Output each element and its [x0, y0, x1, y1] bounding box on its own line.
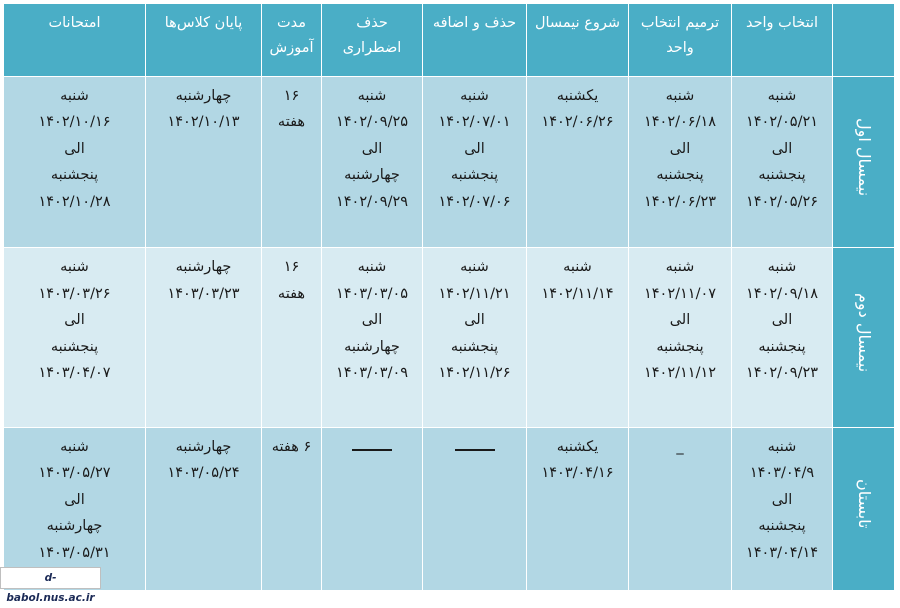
cell-text-line: ۱۴۰۳/۰۵/۲۷ — [38, 465, 111, 482]
cell-text-line: ۱۴۰۲/۰۹/۱۸ — [745, 285, 819, 302]
cell-text-line: شنبه — [60, 87, 89, 104]
header-corner — [833, 4, 895, 77]
cell-text-line: ۱۴۰۲/۱۱/۱۴ — [541, 285, 614, 302]
academic-calendar-table — [3, 3, 895, 591]
cell-text-line: ۱۴۰۳/۰۴/۹ — [749, 465, 815, 482]
header-teaching-duration: مدت آموزش — [262, 4, 322, 77]
cell-text-line: ۶ هفته — [271, 438, 312, 455]
cell-classes-end — [146, 76, 262, 247]
cell-text-line: چهارشنبه — [175, 259, 232, 276]
cell-text-line: شنبه — [767, 259, 797, 276]
cell-text-line: ۱۴۰۲/۰۹/۲۳ — [745, 365, 819, 382]
cell-text-line: هفته — [277, 285, 306, 302]
cell-text-line: چهارشنبه — [175, 87, 232, 104]
cell-text-line: پنجشنبه — [758, 167, 806, 184]
cell-semester-start — [527, 76, 629, 247]
cell-text-line: ۱۴۰۲/۰۶/۲۳ — [643, 193, 717, 210]
header-selection-repair: ترمیم انتخاب واحد — [629, 4, 732, 77]
cell-text-line: ۱۴۰۲/۰۹/۲۹ — [335, 193, 409, 210]
cell-text-line: ۱۴۰۳/۰۳/۰۹ — [335, 365, 409, 382]
cell-text-line: ۱۴۰۲/۱۰/۱۳ — [167, 114, 240, 131]
cell-text-line: الی — [361, 312, 383, 329]
cell-selection-repair — [629, 248, 732, 428]
cell-text-line: ۱۶ — [283, 259, 300, 276]
cell-text-line: الی — [771, 312, 793, 329]
cell-text-line: پنجشنبه — [450, 167, 499, 184]
cell-course-selection — [732, 76, 833, 247]
cell-emergency-drop — [322, 248, 423, 428]
cell-text-line: الی — [669, 312, 691, 329]
cell-text-line: ۱۴۰۲/۰۶/۲۶ — [541, 114, 614, 131]
cell-text-line: ۱۴۰۳/۰۳/۰۵ — [335, 285, 409, 302]
cell-text-line: چهارشنبه — [175, 438, 232, 455]
cell-text-line: چهارشنبه — [344, 167, 400, 184]
cell-text-line: ۱۴۰۲/۰۶/۱۸ — [643, 114, 717, 131]
cell-text-line: پنجشنبه — [50, 167, 99, 184]
cell-text-line: ۱۴۰۳/۰۵/۳۱ — [38, 544, 111, 561]
row-label-first-semester — [833, 76, 895, 247]
cell-text-line: الی — [64, 312, 85, 329]
table-row-summer — [4, 427, 895, 590]
cell-text-line: شنبه — [767, 87, 797, 104]
cell-text-line: ۱۴۰۲/۱۱/۲۶ — [438, 365, 511, 382]
header-emergency-drop: حذف اضطراری — [322, 4, 423, 77]
cell-text-line: ۱۶ — [283, 87, 300, 104]
cell-classes-end — [146, 248, 262, 428]
cell-exams — [4, 76, 146, 247]
cell-semester-start — [527, 248, 629, 428]
table-row-first-semester — [4, 76, 895, 247]
cell-text-line: ۱۴۰۳/۰۴/۰۷ — [38, 365, 111, 382]
cell-exams — [4, 248, 146, 428]
table-row-second-semester — [4, 248, 895, 428]
empty-dash — [455, 449, 495, 451]
cell-text-line: ۱۴۰۲/۱۱/۲۱ — [438, 285, 511, 302]
cell-text-line: پنجشنبه — [50, 338, 99, 355]
cell-teaching-duration — [262, 427, 322, 590]
cell-text-line: ۱۴۰۲/۱۰/۲۸ — [38, 193, 111, 210]
cell-exams — [4, 427, 146, 590]
cell-add-drop — [423, 427, 527, 590]
cell-emergency-drop — [322, 427, 423, 590]
cell-selection-repair — [629, 76, 732, 247]
cell-text-line: الی — [771, 140, 793, 157]
cell-text-line: ۱۴۰۳/۰۴/۱۴ — [745, 544, 819, 561]
empty-dash — [352, 449, 392, 451]
cell-text-line: پنجشنبه — [758, 338, 806, 355]
cell-text-line: شنبه — [460, 87, 489, 104]
cell-text-line: شنبه — [60, 259, 89, 276]
cell-text-line: پنجشنبه — [656, 338, 704, 355]
cell-text-line: شنبه — [357, 87, 387, 104]
cell-text-line: یکشنبه — [556, 87, 599, 104]
cell-text-line: ۱۴۰۲/۰۷/۰۶ — [438, 193, 511, 210]
cell-teaching-duration — [262, 76, 322, 247]
cell-semester-start — [527, 427, 629, 590]
cell-text-line: شنبه — [357, 259, 387, 276]
cell-text-line: پنجشنبه — [758, 518, 806, 535]
cell-text-line: ۱۴۰۳/۰۵/۲۴ — [167, 465, 240, 482]
row-label-text: نیمسال اول — [854, 117, 874, 197]
cell-text-line: ۱۴۰۳/۰۴/۱۶ — [541, 465, 614, 482]
cell-text-line: ۱۴۰۳/۰۳/۲۶ — [38, 285, 111, 302]
header-classes-end: پایان کلاس‌ها — [146, 4, 262, 77]
cell-text-line: ۱۴۰۲/۱۰/۱۶ — [38, 114, 111, 131]
header-add-drop: حذف و اضافه — [423, 4, 527, 77]
cell-classes-end — [146, 427, 262, 590]
cell-text-line: الی — [464, 140, 485, 157]
cell-text-line: الی — [64, 140, 85, 157]
cell-text-line: شنبه — [60, 438, 89, 455]
cell-text-line: یکشنبه — [556, 438, 599, 455]
row-label-text: تابستان — [854, 479, 874, 529]
cell-course-selection — [732, 248, 833, 428]
cell-text-line: ۱۴۰۲/۰۵/۲۱ — [745, 114, 819, 131]
cell-teaching-duration — [262, 248, 322, 428]
cell-text-line: ۱۴۰۲/۰۹/۲۵ — [335, 114, 409, 131]
header-semester-start: شروع نیمسال — [527, 4, 629, 77]
cell-text-line: الی — [464, 312, 485, 329]
cell-text-line: الی — [669, 140, 691, 157]
row-label-second-semester — [833, 248, 895, 428]
cell-selection-repair — [629, 427, 732, 590]
cell-text-line: ۱۴۰۲/۰۵/۲۶ — [745, 193, 819, 210]
cell-text-line: الی — [361, 140, 383, 157]
row-label-text: نیمسال دوم — [854, 292, 874, 373]
cell-text-line: الی — [771, 491, 793, 508]
header-course-selection: انتخاب واحد — [732, 4, 833, 77]
cell-text-line: _ — [676, 438, 684, 455]
cell-text-line: چهارشنبه — [46, 518, 103, 535]
cell-text-line: شنبه — [665, 87, 695, 104]
cell-text-line: ۱۴۰۳/۰۳/۲۳ — [167, 285, 240, 302]
cell-text-line: شنبه — [563, 259, 592, 276]
cell-text-line: ۱۴۰۲/۱۱/۰۷ — [643, 285, 717, 302]
cell-text-line: چهارشنبه — [344, 338, 400, 355]
header-row — [4, 4, 895, 77]
cell-text-line: شنبه — [767, 438, 797, 455]
cell-text-line: پنجشنبه — [656, 167, 704, 184]
row-label-summer — [833, 427, 895, 590]
cell-add-drop — [423, 248, 527, 428]
cell-emergency-drop — [322, 76, 423, 247]
cell-course-selection — [732, 427, 833, 590]
cell-text-line: الی — [64, 491, 85, 508]
cell-text-line: شنبه — [665, 259, 695, 276]
cell-add-drop — [423, 76, 527, 247]
cell-text-line: ۱۴۰۲/۱۱/۱۲ — [643, 365, 717, 382]
cell-text-line: شنبه — [460, 259, 489, 276]
cell-text-line: هفته — [277, 114, 306, 131]
cell-text-line: پنجشنبه — [450, 338, 499, 355]
header-exams: امتحانات — [4, 4, 146, 77]
cell-text-line: ۱۴۰۲/۰۷/۰۱ — [438, 114, 511, 131]
site-watermark: d-babol.nus.ac.ir — [0, 567, 101, 589]
